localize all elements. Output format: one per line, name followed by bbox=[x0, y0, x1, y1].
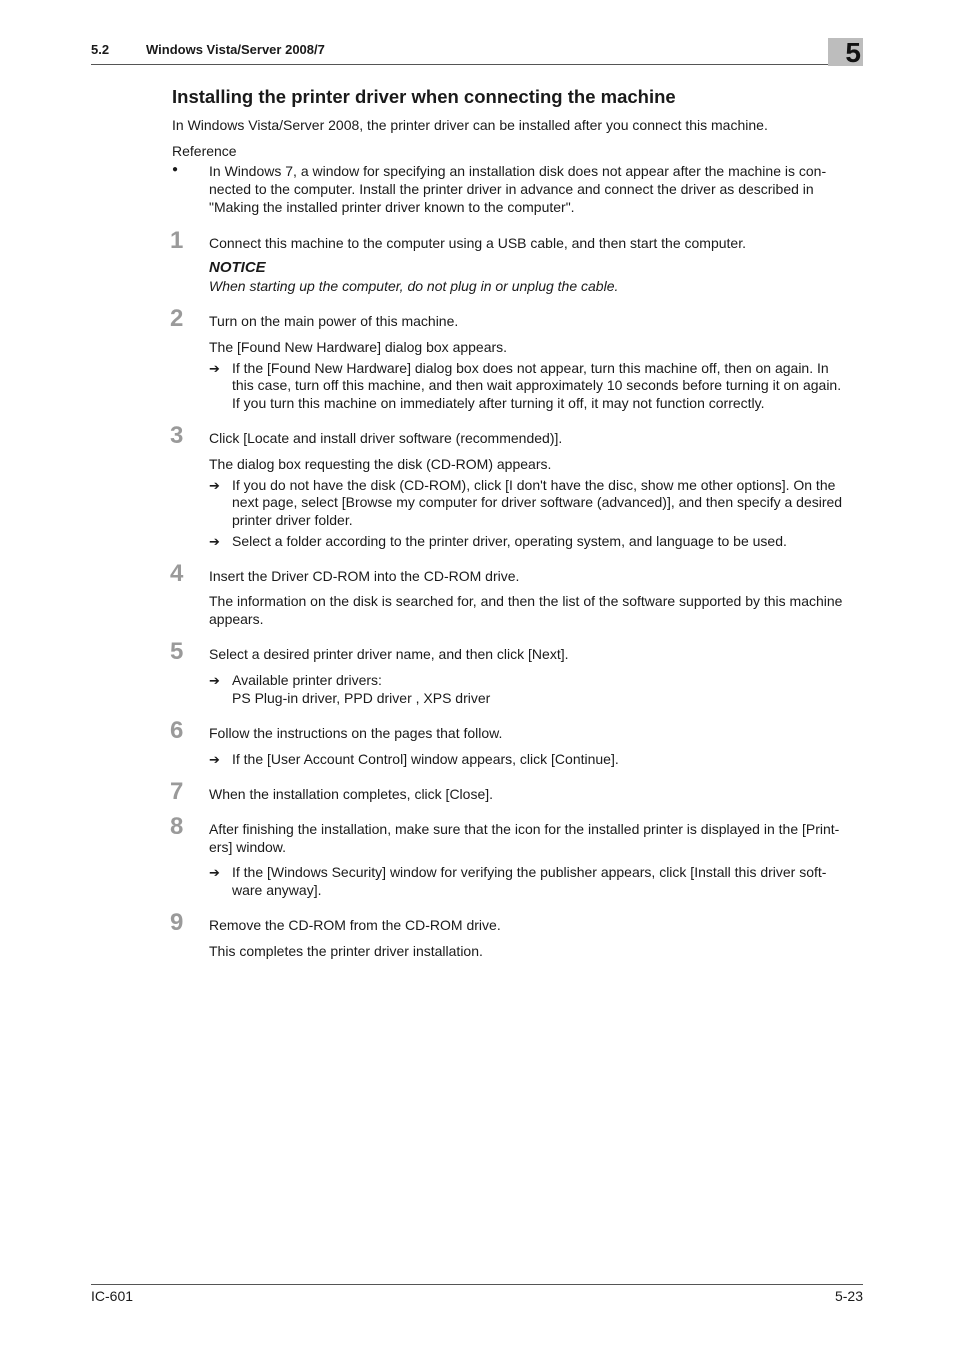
bullet-dot: ● bbox=[172, 164, 179, 175]
bullet-line: nected to the computer. Install the printer driver in advance and connect the driver as described in bbox=[209, 181, 814, 197]
step-result: The [Found New Hardware] dialog box appears. bbox=[209, 339, 508, 355]
page-title: Installing the printer driver when connecting the machine bbox=[172, 86, 676, 107]
step-text: Remove the CD-ROM from the CD-ROM drive. bbox=[209, 917, 501, 933]
step-number: 1 bbox=[170, 227, 184, 254]
arrow-icon: ➔ bbox=[209, 361, 220, 376]
step-text: Connect this machine to the computer using a USB cable, and then start the computer. bbox=[209, 235, 746, 251]
step-result: This completes the printer driver installation. bbox=[209, 943, 483, 959]
chapter-number-badge bbox=[828, 38, 863, 66]
intro-text: In Windows Vista/Server 2008, the printer driver can be installed after you connect this machine. bbox=[172, 117, 768, 133]
notice-heading: NOTICE bbox=[209, 259, 266, 276]
step-result-line: appears. bbox=[209, 611, 264, 627]
note-line: Available printer drivers: bbox=[232, 672, 382, 688]
footer-page-number: 5-23 bbox=[834, 1288, 863, 1304]
footer-product: IC-601 bbox=[91, 1288, 134, 1304]
step-text: Click [Locate and install driver software (recommended)]. bbox=[209, 430, 563, 446]
step-number: 2 bbox=[170, 305, 184, 332]
step-text: Follow the instructions on the pages that follow. bbox=[209, 725, 503, 741]
step-text-line: ers] window. bbox=[209, 839, 287, 855]
note-line: If you turn this machine on immediately after turning it off, it may not function correctly. bbox=[232, 395, 765, 411]
note-line: If the [Found New Hardware] dialog box does not appear, turn this machine off, then on again. In bbox=[232, 360, 829, 376]
note-line: If you do not have the disk (CD-ROM), click [I don't have the disc, show me other options]. On the bbox=[232, 477, 836, 493]
arrow-icon: ➔ bbox=[209, 673, 220, 688]
step-text: Select a desired printer driver name, and then click [Next]. bbox=[209, 646, 569, 662]
arrow-icon: ➔ bbox=[209, 752, 220, 767]
arrow-icon: ➔ bbox=[209, 478, 220, 493]
arrow-icon: ➔ bbox=[209, 865, 220, 880]
footer-rule bbox=[91, 1284, 863, 1285]
step-text: Insert the Driver CD-ROM into the CD-ROM drive. bbox=[209, 568, 520, 584]
step-text: When the installation completes, click [Close]. bbox=[209, 786, 494, 802]
note-line: If the [User Account Control] window appears, click [Continue]. bbox=[232, 751, 619, 767]
header-section-title: Windows Vista/Server 2008/7 bbox=[146, 42, 325, 57]
notice-text: When starting up the computer, do not plug in or unplug the cable. bbox=[209, 278, 619, 294]
arrow-icon: ➔ bbox=[209, 534, 220, 549]
reference-label: Reference bbox=[172, 143, 237, 159]
step-result: The dialog box requesting the disk (CD-ROM) appears. bbox=[209, 456, 552, 472]
note-line: ware anyway]. bbox=[232, 882, 322, 898]
step-number: 5 bbox=[170, 638, 184, 665]
header-section-number: 5.2 bbox=[91, 42, 110, 57]
step-number: 3 bbox=[170, 422, 184, 449]
header-rule bbox=[91, 64, 828, 65]
step-number: 7 bbox=[170, 778, 184, 805]
note-line: If the [Windows Security] window for verifying the publisher appears, click [Install this driver soft- bbox=[232, 864, 827, 880]
step-number: 9 bbox=[170, 909, 184, 936]
step-number: 6 bbox=[170, 717, 184, 744]
note-line: PS Plug-in driver, PPD driver , XPS driver bbox=[232, 690, 491, 706]
bullet-line: "Making the installed printer driver known to the computer". bbox=[209, 199, 575, 215]
step-text: Turn on the main power of this machine. bbox=[209, 313, 459, 329]
note-line: this case, turn off this machine, and then wait approximately 10 seconds before turning it on again. bbox=[232, 377, 842, 393]
chapter-number: 5 bbox=[845, 37, 861, 68]
note-line: printer driver folder. bbox=[232, 512, 353, 528]
step-result-line: The information on the disk is searched for, and then the list of the software supported by this machine bbox=[209, 593, 843, 609]
step-text-line: After finishing the installation, make sure that the icon for the installed printer is displayed in the [Print- bbox=[209, 821, 840, 837]
note-line: next page, select [Browse my computer for driver software (advanced)], and then specify a desired bbox=[232, 494, 843, 510]
note-line: Select a folder according to the printer driver, operating system, and language to be used. bbox=[232, 533, 787, 549]
bullet-line: In Windows 7, a window for specifying an installation disk does not appear after the machine is con- bbox=[209, 163, 827, 179]
step-number: 4 bbox=[170, 560, 184, 587]
step-number: 8 bbox=[170, 813, 184, 840]
